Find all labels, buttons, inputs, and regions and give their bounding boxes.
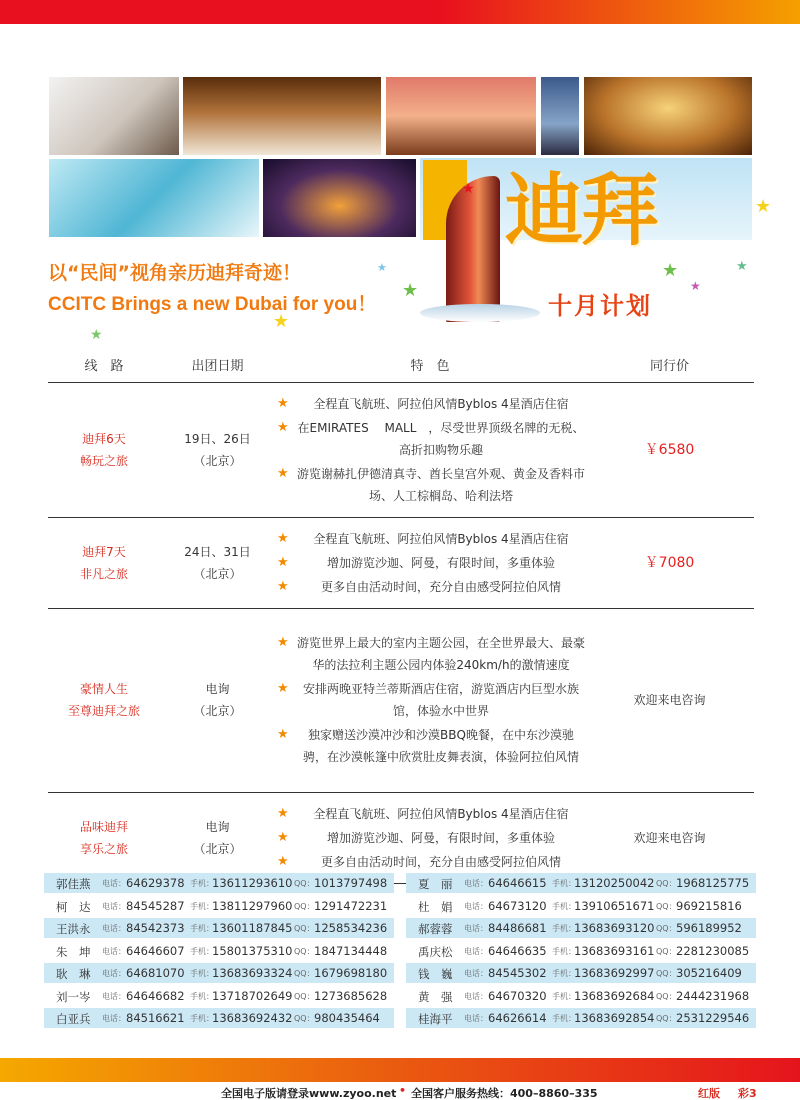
header-route: 线 路: [48, 348, 160, 382]
contact-mobile: 13611293610: [212, 876, 293, 890]
price-cell: 欢迎来电咨询: [585, 792, 754, 883]
contact-mobile: 13120250042: [574, 876, 655, 890]
decorative-star-icon: ★: [755, 196, 772, 217]
phone-label: 电话：: [102, 901, 126, 911]
qq-label: QQ：: [656, 946, 677, 956]
feature-star-icon: ★: [277, 805, 289, 821]
qq-label: QQ：: [656, 969, 677, 978]
contact-phone: 84545302: [488, 966, 547, 980]
mobile-label: 手机：: [552, 991, 576, 1001]
qq-label: QQ：: [656, 924, 677, 933]
feature-star-icon: ★: [277, 635, 289, 650]
contact-mobile: 13683692854: [574, 1011, 655, 1025]
date-cell: [160, 382, 275, 517]
contact-row: [44, 940, 756, 963]
date-line: （北京）: [193, 841, 242, 856]
route-line: 品味迪拜: [79, 819, 128, 834]
route-line: 畅玩之旅: [79, 453, 128, 468]
date-line: （北京）: [193, 566, 242, 581]
date-cell: [160, 608, 275, 792]
feature-item: [275, 552, 585, 574]
mobile-label: 手机：: [190, 969, 214, 978]
contact-mobile: 13683693161: [574, 943, 655, 958]
mobile-label: 手机：: [552, 969, 576, 978]
main-title: 迪拜: [505, 165, 658, 256]
contact-name: 黄 强: [418, 989, 453, 1004]
phone-label: 电话：: [464, 969, 488, 978]
footer-website: 全国电子版请登录www.zyoo.net: [221, 1087, 397, 1100]
feature-star-icon: ★: [277, 395, 289, 411]
phone-label: 电话：: [102, 879, 126, 888]
feature-item: [275, 417, 585, 461]
date-line: 19日、26日: [184, 431, 251, 446]
phone-label: 电话：: [102, 969, 126, 978]
decorative-star-icon: ★: [662, 260, 679, 281]
table-row: [48, 382, 754, 517]
phone-label: 电话：: [464, 946, 488, 956]
feature-text: 更多自由活动时间，充分自由感受阿拉伯风情: [320, 854, 561, 869]
phone-label: 电话：: [464, 991, 488, 1001]
feature-star-icon: ★: [277, 829, 289, 845]
decorative-star-icon: ★: [90, 327, 103, 343]
contact-list: [44, 872, 756, 1030]
feature-text: 全程直飞航班、阿拉伯风情Byblos 4星酒店住宿: [313, 396, 569, 411]
contact-qq: 1258534236: [314, 921, 388, 935]
date-line: 电询: [205, 682, 230, 696]
decorative-star-icon: ★: [377, 261, 387, 274]
photo-emirati-men: [48, 76, 180, 156]
contact-entry: [44, 1008, 394, 1028]
feature-item: [275, 463, 585, 507]
photo-aquarium-suite: [48, 158, 260, 238]
feature-text: 游览谢赫扎伊德清真寺、酋长皇宫外观、黄金及香料市场、人工棕榈岛、哈利法塔: [297, 466, 586, 503]
decorative-star-icon: ★: [402, 280, 419, 301]
photo-burj-khalifa: [540, 76, 580, 156]
contact-entry: [44, 873, 394, 893]
contact-phone: 84545287: [126, 898, 185, 913]
date-cell: [160, 792, 275, 883]
feature-item: [275, 528, 585, 550]
qq-label: QQ：: [294, 924, 315, 933]
decorative-star-icon: ★: [690, 279, 701, 293]
contact-phone: 64646682: [126, 988, 185, 1003]
contact-name: 郭佳燕: [56, 877, 91, 891]
feature-item: [275, 724, 585, 768]
qq-label: QQ：: [294, 946, 315, 956]
photo-palace-night: [262, 158, 417, 238]
mobile-label: 手机：: [552, 924, 576, 933]
contact-entry: [406, 963, 756, 983]
table-header-row: [48, 348, 754, 382]
top-red-bar: [0, 0, 800, 24]
feature-star-icon: ★: [277, 530, 289, 546]
route-line: 迪拜7天: [82, 544, 126, 559]
contact-qq: 596189952: [676, 921, 742, 935]
phone-label: 电话：: [464, 879, 488, 888]
route-line: 豪情人生: [79, 682, 128, 696]
photo-grand-hall: [583, 76, 753, 156]
feature-text: 独家赠送沙漠冲沙和沙漠BBQ晚餐，在中东沙漠驰骋，在沙漠帐篷中欣赏肚皮舞表演，体验阿拉伯风情: [302, 728, 579, 764]
footer-page-number: 彩3: [738, 1087, 757, 1100]
date-line: （北京）: [193, 453, 242, 468]
contact-row: [44, 917, 756, 940]
contact-entry: [406, 896, 756, 916]
feature-item: [275, 678, 585, 722]
contact-mobile: 13811297960: [212, 898, 293, 913]
footer-edition: 红版: [698, 1087, 720, 1100]
feature-text: 在EMIRATES MALL ，尽受世界顶级名牌的无税、高折扣购物乐趣: [297, 420, 585, 457]
feature-star-icon: ★: [277, 465, 289, 481]
route-line: 享乐之旅: [79, 841, 128, 856]
phone-label: 电话：: [464, 901, 488, 911]
price-cell: 欢迎来电咨询: [585, 608, 754, 792]
contact-name: 郝蓉蓉: [418, 922, 453, 936]
contact-mobile: 13683692684: [574, 988, 655, 1003]
table-row: [48, 517, 754, 608]
bottom-gradient-bar: [0, 1058, 800, 1082]
feature-star-icon: ★: [277, 419, 289, 435]
qq-label: QQ：: [656, 879, 677, 888]
mobile-label: 手机：: [190, 879, 214, 888]
contact-qq: 1013797498: [314, 876, 388, 890]
feature-text: 更多自由活动时间，充分自由感受阿拉伯风情: [320, 579, 561, 594]
contact-qq: 1847134448: [314, 943, 388, 958]
feature-item: [275, 803, 585, 825]
qq-label: QQ：: [294, 879, 315, 888]
contact-phone: 64626614: [488, 1011, 547, 1025]
footer-hotline: 全国客户服务热线：400–8860–335: [411, 1087, 598, 1100]
mobile-label: 手机：: [552, 1014, 576, 1023]
table-row: [48, 792, 754, 883]
feature-text: 全程直飞航班、阿拉伯风情Byblos 4星酒店住宿: [313, 531, 569, 546]
contact-mobile: 13683692997: [574, 966, 655, 980]
photo-desert-fort-sunset: [385, 76, 537, 156]
mobile-label: 手机：: [552, 946, 576, 956]
decorative-star-icon: ★: [273, 311, 290, 332]
slogan-english: CCITC Brings a new Dubai for you！: [48, 294, 377, 315]
contact-phone: 84486681: [488, 921, 547, 935]
contact-phone: 64646607: [126, 943, 185, 958]
photo-dining-table: [182, 76, 382, 156]
mobile-label: 手机：: [190, 901, 214, 911]
date-line: 24日、31日: [184, 544, 251, 559]
mobile-label: 手机：: [190, 946, 214, 956]
table-row: [48, 608, 754, 792]
contact-name: 柯 达: [56, 899, 91, 914]
contact-row: [44, 895, 756, 918]
mobile-label: 手机：: [552, 901, 576, 911]
mobile-label: 手机：: [190, 991, 214, 1001]
contact-phone: 64670320: [488, 988, 547, 1003]
features-cell: [275, 517, 585, 608]
contact-qq: 1679698180: [314, 966, 388, 980]
contact-name: 王洪永: [56, 922, 91, 936]
contact-qq: 2444231968: [676, 988, 750, 1003]
contact-name: 刘一岑: [56, 989, 91, 1004]
contact-qq: 2281230085: [676, 943, 750, 958]
price-cell: ￥7080: [585, 517, 754, 608]
contact-mobile: 13601187845: [212, 921, 293, 935]
mobile-label: 手机：: [190, 924, 214, 933]
feature-star-icon: ★: [277, 681, 289, 696]
contact-entry: [44, 896, 394, 916]
feature-star-icon: ★: [277, 727, 289, 742]
qq-label: QQ：: [294, 991, 315, 1001]
contact-mobile: 13683693120: [574, 921, 655, 935]
contact-qq: 1291472231: [314, 898, 388, 913]
contact-phone: 64629378: [126, 876, 185, 890]
route-line: 至尊迪拜之旅: [67, 704, 140, 718]
contact-phone: 64673120: [488, 898, 547, 913]
date-cell: [160, 517, 275, 608]
route-cell: [48, 792, 160, 883]
feature-text: 安排两晚亚特兰蒂斯酒店住宿，游览酒店内巨型水族馆，体验水中世界: [302, 682, 579, 718]
contact-qq: 980435464: [314, 1011, 380, 1025]
phone-label: 电话：: [102, 991, 126, 1001]
contact-phone: 64681070: [126, 966, 185, 980]
contact-phone: 84516621: [126, 1011, 185, 1025]
footer-separator: •: [399, 1084, 407, 1097]
date-line: 电询: [205, 819, 230, 834]
route-cell: [48, 608, 160, 792]
feature-text: 增加游览沙迦、阿曼，有限时间，多重体验: [326, 830, 555, 845]
subtitle-october-plan: [548, 286, 652, 321]
contact-entry: [44, 918, 394, 938]
feature-star-icon: ★: [277, 853, 289, 869]
contact-mobile: 13910651671: [574, 898, 655, 913]
contact-row: [44, 985, 756, 1008]
contact-name: 钱 巍: [418, 967, 453, 981]
contact-qq: 305216409: [676, 966, 742, 980]
contact-name: 白亚兵: [56, 1012, 91, 1026]
header-date: 出团日期: [160, 348, 275, 382]
feature-star-icon: ★: [277, 578, 289, 594]
contact-entry: [44, 963, 394, 983]
contact-name: 禹庆松: [418, 944, 453, 959]
feature-text: 增加游览沙迦、阿曼，有限时间，多重体验: [326, 555, 555, 570]
contact-entry: [44, 941, 394, 961]
feature-item: [275, 632, 585, 676]
contact-entry: [406, 941, 756, 961]
feature-item: [275, 393, 585, 415]
contact-row: [44, 1007, 756, 1030]
contact-mobile: 15801375310: [212, 943, 293, 958]
contact-phone: 64646615: [488, 876, 547, 890]
contact-entry: [406, 918, 756, 938]
contact-entry: [406, 873, 756, 893]
contact-qq: 1273685628: [314, 988, 388, 1003]
feature-text: 全程直飞航班、阿拉伯风情Byblos 4星酒店住宿: [313, 806, 569, 821]
contact-entry: [406, 1008, 756, 1028]
price-cell: ￥6580: [585, 382, 754, 517]
qq-label: QQ：: [294, 901, 315, 911]
feature-item: [275, 576, 585, 598]
contact-row: [44, 872, 756, 895]
date-line: （北京）: [193, 704, 242, 718]
contact-name: 夏 丽: [418, 877, 453, 891]
route-cell: [48, 382, 160, 517]
decorative-star-icon: ★: [462, 181, 475, 197]
mobile-label: 手机：: [190, 1014, 214, 1023]
qq-label: QQ：: [656, 991, 677, 1001]
contact-name: 杜 娟: [418, 899, 453, 914]
contact-qq: 1968125775: [676, 876, 750, 890]
contact-qq: 969215816: [676, 898, 742, 913]
phone-label: 电话：: [102, 924, 126, 933]
header-price: 同行价: [585, 348, 754, 382]
qq-label: QQ：: [656, 901, 677, 911]
contact-phone: 84542373: [126, 921, 185, 935]
feature-item: [275, 851, 585, 873]
contact-entry: [44, 986, 394, 1006]
phone-label: 电话：: [102, 1014, 126, 1023]
qq-label: QQ：: [294, 1014, 315, 1023]
contact-mobile: 13683693324: [212, 966, 293, 980]
mobile-label: 手机：: [552, 879, 576, 888]
route-cell: [48, 517, 160, 608]
phone-label: 电话：: [464, 1014, 488, 1023]
features-cell: [275, 608, 585, 792]
burj-al-arab-illustration: [446, 176, 500, 322]
subtitle-text: 十月计划: [548, 292, 652, 320]
decorative-star-icon: ★: [736, 259, 748, 274]
contact-name: 耿 琳: [56, 967, 91, 981]
routes-table: [48, 348, 754, 884]
route-line: 非凡之旅: [79, 566, 128, 581]
tower-base-wave: [420, 304, 540, 322]
feature-item: [275, 827, 585, 849]
qq-label: QQ：: [656, 1014, 677, 1023]
slogan-chinese: 以“民间”视角亲历迪拜奇迹！: [48, 262, 301, 284]
contact-entry: [406, 986, 756, 1006]
feature-star-icon: ★: [277, 554, 289, 570]
phone-label: 电话：: [464, 924, 488, 933]
qq-label: QQ：: [294, 969, 315, 978]
contact-mobile: 13718702649: [212, 988, 293, 1003]
route-line: 迪拜6天: [82, 431, 126, 446]
contact-qq: 2531229546: [676, 1011, 750, 1025]
features-cell: [275, 792, 585, 883]
header-features: 特 色: [275, 348, 585, 382]
phone-label: 电话：: [102, 946, 126, 956]
feature-text: 游览世界上最大的室内主题公园，在全世界最大、最豪华的法拉利主题公园内体验240km/h的激情速度: [297, 636, 586, 672]
contact-phone: 64646635: [488, 943, 547, 958]
contact-mobile: 13683692432: [212, 1011, 293, 1025]
features-cell: [275, 382, 585, 517]
contact-name: 朱 坤: [56, 944, 91, 959]
contact-name: 桂海平: [418, 1012, 453, 1026]
contact-row: [44, 962, 756, 985]
